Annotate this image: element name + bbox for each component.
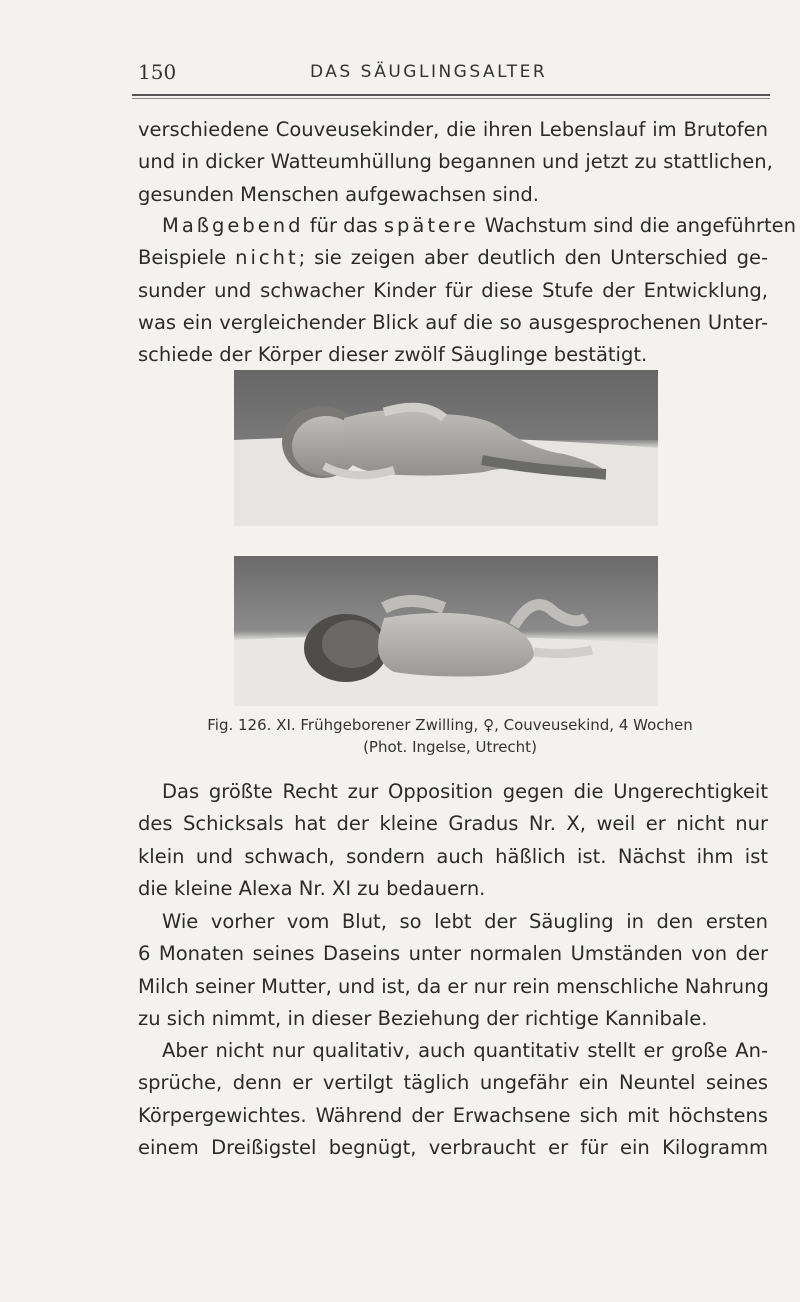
paragraph-2 <box>138 210 797 371</box>
text-fragment: für das <box>303 214 384 237</box>
text-line: Das größte Recht zur Opposition gegen die Ungerechtigkeit <box>162 780 768 803</box>
text-line: die kleine Alexa Nr. XI zu bedauern. <box>138 876 486 900</box>
text-line: verschiedene Couveusekinder, die ihren Lebenslauf im Brutofen <box>138 118 768 141</box>
text-fragment: ; sie zeigen aber deutlich den Unterschied ge- <box>298 246 768 270</box>
text-line: zu sich nimmt, in dieser Beziehung der richtige Kannibale. <box>138 1006 708 1030</box>
emphasis-text: Maßgebend <box>162 214 304 237</box>
figure-photo-top <box>234 370 658 526</box>
text-line: was ein vergleichender Blick auf die so ausgesprochenen Unter- <box>138 310 768 334</box>
text-line: gesunden Menschen aufgewachsen sind. <box>138 182 539 206</box>
paragraph-3 <box>138 776 768 905</box>
header-rule <box>132 94 770 96</box>
caption-line: Fig. 126. XI. Frühgeborener Zwilling, ♀, Couveusekind, 4 Wochen <box>207 716 693 734</box>
running-head: DAS SÄUGLINGSALTER <box>310 62 548 82</box>
text-line: einem Dreißigstel begnügt, verbraucht er für ein Kilogramm <box>138 1135 768 1159</box>
text-line: Milch seiner Mutter, und ist, da er nur rein menschliche Nahrung <box>138 974 769 998</box>
text-line: Wie vorher vom Blut, so lebt der Säugling in den ersten <box>162 910 768 933</box>
text-line: Körpergewichtes. Während der Erwachsene sich mit höchstens <box>138 1103 768 1127</box>
text-line: klein und schwach, sondern auch häßlich ist. Nächst ihm ist <box>138 844 768 868</box>
text-line: schiede der Körper dieser zwölf Säuglinge bestätigt. <box>138 343 648 367</box>
caption-credit: (Phot. Ingelse, Utrecht) <box>363 738 537 756</box>
figure-photo-bottom <box>234 556 658 706</box>
paragraph-1 <box>138 114 773 211</box>
paragraph-5 <box>138 1035 768 1164</box>
infant-photo-side-view <box>234 370 658 526</box>
text-line: Aber nicht nur qualitativ, auch quantitativ stellt er große An- <box>162 1039 768 1062</box>
text-fragment: Wachstum sind die angeführten <box>478 214 797 237</box>
header-rule-thin <box>132 98 770 99</box>
paragraph-4 <box>138 906 768 1035</box>
text-line <box>138 242 768 274</box>
text-line: 6 Monaten seines Daseins unter normalen Umständen von der <box>138 942 768 966</box>
page-header <box>130 58 770 88</box>
text-fragment: Beispiele <box>138 246 236 270</box>
text-line: sunder und schwacher Kinder für diese Stufe der Entwicklung, <box>138 278 768 302</box>
text-line <box>138 210 797 242</box>
emphasis-text: spätere <box>383 214 479 237</box>
text-line: und in dicker Watteumhüllung begannen und jetzt zu stattlichen, <box>138 150 773 174</box>
emphasis-text: nicht <box>235 246 299 270</box>
infant-photo-prone-view <box>234 556 658 706</box>
text-line: des Schicksals hat der kleine Gradus Nr. X, weil er nicht nur <box>138 812 768 836</box>
figure-caption <box>130 714 770 758</box>
text-line: sprüche, denn er vertilgt täglich ungefähr ein Neuntel seines <box>138 1071 768 1095</box>
page-number: 150 <box>138 60 177 84</box>
